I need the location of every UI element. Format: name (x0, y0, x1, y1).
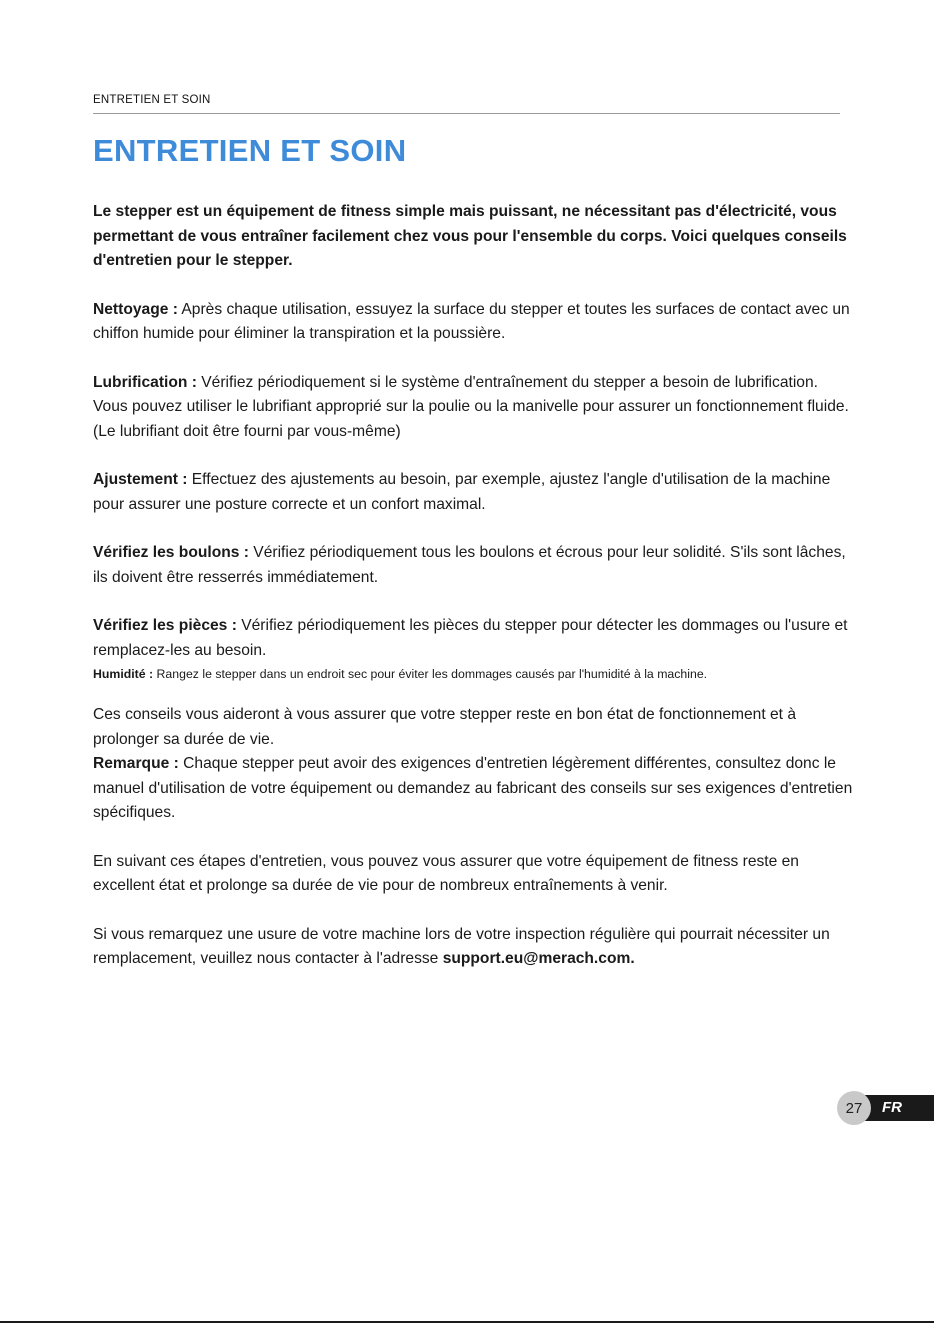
cleaning-text: Après chaque utilisation, essuyez la surface du stepper et toutes les surfaces de contact avec un chiffon humide pour éliminer la transpiration et la poussière. (93, 300, 850, 342)
main-content (93, 200, 853, 972)
intro-paragraph: Le stepper est un équipement de fitness simple mais puissant, ne nécessitant pas d'électricité, vous permettant de vous entraîner facilement chez vous pour l'ensemble du corps. Voici quelques conseils d'entretien pour le stepper. (93, 203, 847, 269)
humidity-paragraph (93, 663, 853, 685)
language-tab: FR (862, 1095, 934, 1121)
bolts-label: Vérifiez les boulons : (93, 544, 249, 561)
bolts-paragraph (93, 541, 853, 590)
remark-label: Remarque : (93, 755, 179, 772)
running-header: ENTRETIEN ET SOIN (93, 94, 211, 106)
remark-paragraph (93, 752, 853, 826)
remark-text: Chaque stepper peut avoir des exigences d'entretien légèrement différentes, consultez donc le manuel d'utilisation de votre équipement ou demandez au fabricant des conseils sur ses exigences d'entretien spécifiques. (93, 755, 853, 821)
parts-text: Vérifiez périodiquement les pièces du stepper pour détecter les dommages ou l'usure et remplacez-les au besoin. (93, 617, 848, 659)
humidity-label: Humidité : (93, 667, 154, 681)
parts-label: Vérifiez les pièces : (93, 617, 237, 634)
adjustment-label: Ajustement : (93, 471, 188, 488)
cleaning-paragraph (93, 298, 853, 347)
humidity-text: Rangez le stepper dans un endroit sec pour éviter les dommages causés par l'humidité à la machine. (153, 667, 708, 681)
contact-email: support.eu@merach.com. (442, 950, 635, 967)
contact-paragraph (93, 923, 853, 972)
adjustment-text: Effectuez des ajustements au besoin, par exemple, ajustez l'angle d'utilisation de la machine pour assurer une posture correcte et un confort maximal. (93, 471, 831, 513)
contact-text: Si vous remarquez une usure de votre machine lors de votre inspection régulière qui pourrait nécessiter un remplacement, veuillez nous contacter à l'adresse (93, 925, 830, 967)
adjustment-paragraph (93, 468, 853, 517)
page-title: ENTRETIEN ET SOIN (93, 133, 407, 168)
cleaning-label: Nettoyage : (93, 300, 178, 318)
header-divider (93, 113, 840, 114)
tips-paragraph: Ces conseils vous aideront à vous assurer que votre stepper reste en bon état de fonctionnement et à prolonger sa durée de vie. (93, 706, 797, 748)
page-number: 27 (837, 1091, 871, 1125)
lubrication-paragraph (93, 371, 853, 445)
bolts-text: Vérifiez périodiquement tous les boulons et écrous pour leur solidité. S'ils sont lâches, ils doivent être resserrés immédiatement. (93, 544, 846, 586)
followup-paragraph: En suivant ces étapes d'entretien, vous pouvez vous assurer que votre équipement de fitness reste en excellent état et prolonge sa durée de vie pour de nombreux entraînements à venir. (93, 852, 799, 894)
lubrication-label: Lubrification : (93, 373, 197, 391)
parts-paragraph (93, 614, 853, 663)
lubrication-text: Vérifiez périodiquement si le système d'entraînement du stepper a besoin de lubrification. Vous pouvez utiliser le lubrifiant approprié sur la poulie ou la manivelle pour assurer un fonctionnement fluide. (Le lubrifiant doit être fourni par vous-même) (93, 373, 849, 440)
